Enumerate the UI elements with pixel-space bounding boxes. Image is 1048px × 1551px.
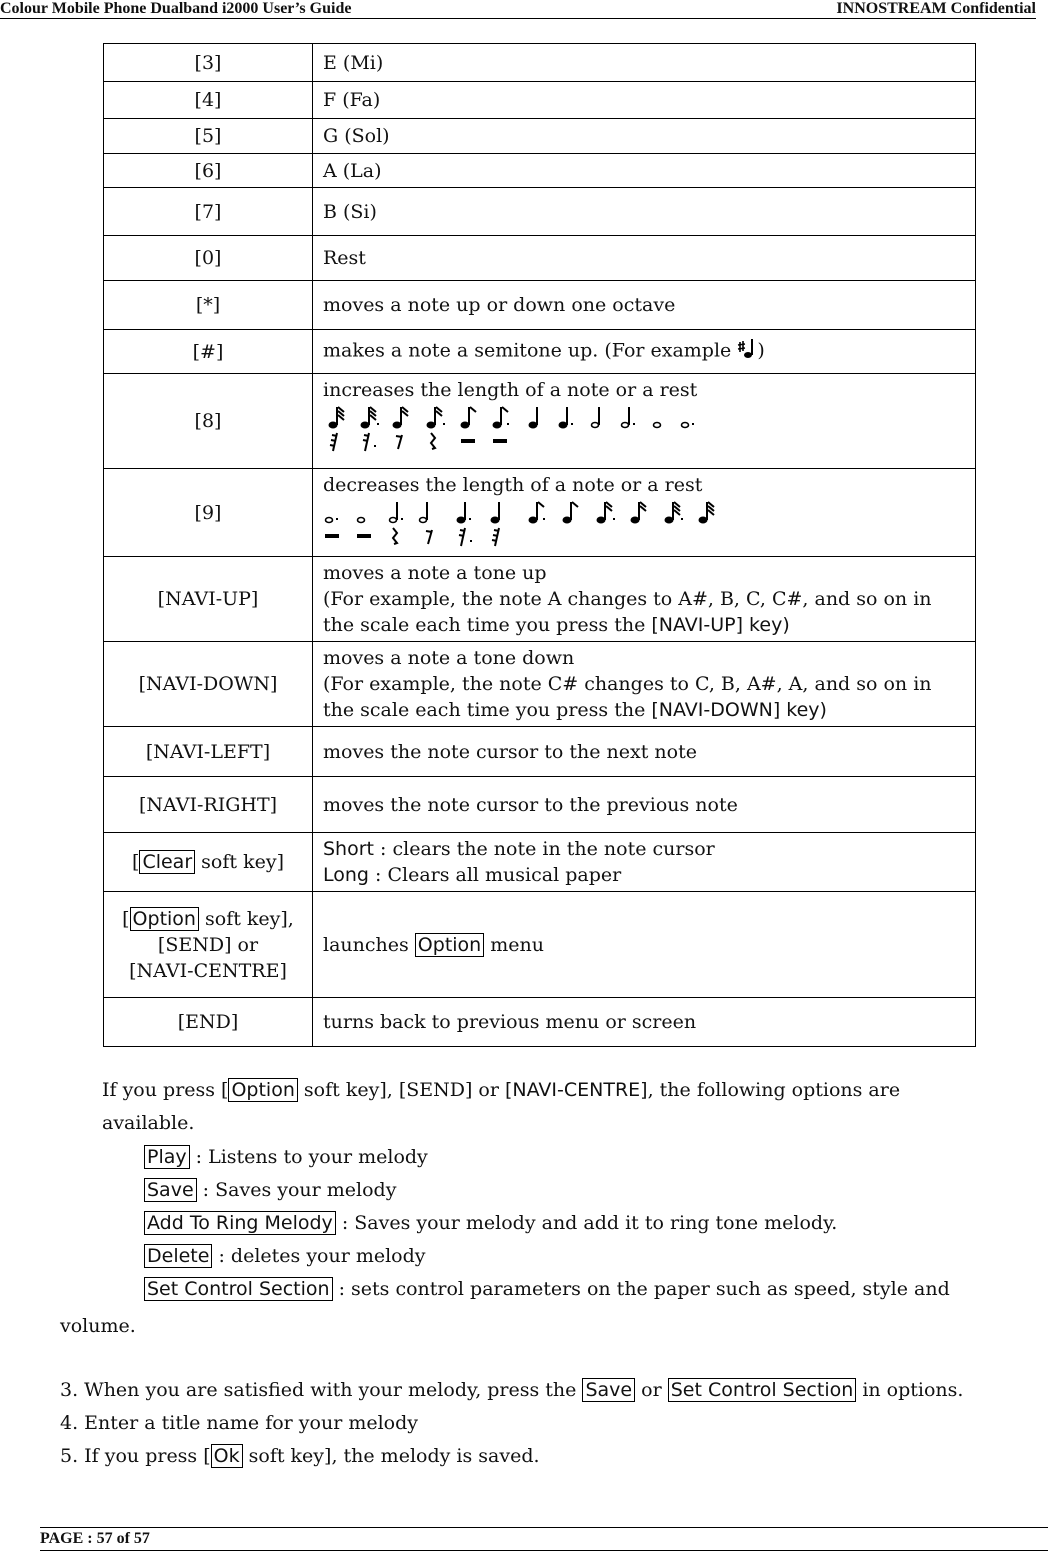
- key-suffix: soft key]: [195, 851, 284, 873]
- key-line: [NAVI-CENTRE]: [129, 959, 287, 982]
- option-text: : deletes your melody: [212, 1245, 426, 1267]
- list-item: [144, 1141, 1024, 1174]
- table-row: [104, 727, 976, 777]
- table-row: [104, 236, 976, 281]
- desc-line: [323, 612, 975, 638]
- desc-text: increases the length of a note or a rest: [323, 379, 698, 401]
- key-cell: [NAVI-LEFT]: [104, 727, 313, 777]
- option-add-ring-label: Add To Ring Melody: [144, 1211, 336, 1235]
- desc-cell: [313, 374, 976, 469]
- key-cell: [NAVI-UP]: [104, 557, 313, 642]
- desc-text-end: ): [757, 339, 765, 362]
- step-3: [60, 1374, 1040, 1407]
- desc-line: (For example, the note C# changes to C, B, A#, A, and so on in: [323, 673, 932, 695]
- key-cell: [104, 833, 313, 892]
- table-row: [104, 777, 976, 833]
- option-text: : Saves your melody and add it to ring tone melody.: [335, 1212, 838, 1234]
- intro-line: [102, 1074, 1002, 1107]
- option-save-label: Save: [144, 1178, 197, 1202]
- save-label: Save: [582, 1378, 635, 1402]
- desc-text: decreases the length of a note or a rest: [323, 474, 703, 496]
- table-row: [104, 374, 976, 469]
- long-label: Long: [323, 864, 369, 886]
- table-row: [104, 82, 976, 119]
- text: , the following options are: [647, 1079, 901, 1101]
- desc-cell: [313, 892, 976, 998]
- key-cell: [8]: [104, 374, 313, 469]
- desc-text: makes a note a semitone up. (For example: [323, 339, 738, 362]
- table-row: [104, 892, 976, 998]
- header-confidential: INNOSTREAM Confidential: [836, 0, 1036, 17]
- step-4: 4. Enter a title name for your melody: [60, 1412, 419, 1434]
- set-control-section-label: Set Control Section: [668, 1378, 857, 1402]
- option-play-label: Play: [144, 1145, 190, 1169]
- desc-cell: F (Fa): [313, 82, 976, 119]
- text: 3. When you are satisfied with your melody, press the: [60, 1379, 583, 1401]
- step-5: [60, 1440, 1040, 1473]
- text: 5. If you press [: [60, 1445, 211, 1467]
- desc-cell: A (La): [313, 154, 976, 188]
- table-row: [104, 119, 976, 154]
- option-text: : sets control parameters on the paper such as speed, style and: [332, 1278, 950, 1300]
- table-row: [104, 281, 976, 330]
- send-key-ref: [SEND]: [398, 1079, 473, 1101]
- desc-cell: G (Sol): [313, 119, 976, 154]
- key-cell: [7]: [104, 188, 313, 236]
- desc-line: moves a note a tone down: [323, 647, 575, 669]
- table-row: [104, 642, 976, 727]
- key-cell: [6]: [104, 154, 313, 188]
- table-row: [104, 833, 976, 892]
- ok-label: Ok: [211, 1444, 243, 1468]
- desc-line: [323, 836, 975, 862]
- navi-centre-ref: [NAVI-CENTRE]: [505, 1079, 648, 1101]
- key-bracket: [: [132, 851, 140, 873]
- note-duration-sequence-icon: [323, 405, 975, 453]
- key-cell: [END]: [104, 998, 313, 1047]
- intro-line: available.: [102, 1112, 195, 1134]
- steps: [60, 1374, 1040, 1473]
- list-item: [144, 1207, 1024, 1240]
- table-row: [104, 469, 976, 557]
- key-cell: [104, 892, 313, 998]
- desc-cell: [313, 469, 976, 557]
- key-line: [104, 906, 312, 932]
- key-line: [SEND] or: [157, 933, 259, 956]
- desc-cell: [313, 330, 976, 374]
- desc-cell: B (Si): [313, 188, 976, 236]
- desc-cell: moves a note up or down one octave: [313, 281, 976, 330]
- desc-text: the scale each time you press the: [323, 699, 652, 721]
- key-cell: [#]: [104, 330, 313, 374]
- option-text: : Saves your melody: [196, 1179, 397, 1201]
- desc-text: menu: [484, 933, 544, 956]
- table-row: [104, 998, 976, 1047]
- table-row: [104, 154, 976, 188]
- key-ref: [NAVI-DOWN] key): [651, 699, 827, 721]
- key-bracket: [: [122, 907, 130, 930]
- desc-cell: moves the note cursor to the previous note: [313, 777, 976, 833]
- option-delete-label: Delete: [144, 1244, 212, 1268]
- key-function-table: [103, 43, 976, 1047]
- list-item: [144, 1240, 1024, 1273]
- key-cell: [NAVI-DOWN]: [104, 642, 313, 727]
- desc-cell: [313, 557, 976, 642]
- option-label: Option: [228, 1078, 297, 1102]
- key-cell: [4]: [104, 82, 313, 119]
- short-label: Short: [323, 838, 374, 860]
- option-text: : Listens to your melody: [189, 1146, 428, 1168]
- option-key-label: Option: [130, 907, 199, 931]
- text: soft key],: [297, 1079, 399, 1101]
- key-cell: [NAVI-RIGHT]: [104, 777, 313, 833]
- options-list: [144, 1141, 1024, 1306]
- text: in options.: [856, 1379, 964, 1401]
- table-row: [104, 557, 976, 642]
- table-row: [104, 44, 976, 82]
- option-set-control-label: Set Control Section: [144, 1277, 333, 1301]
- text: If you press [: [102, 1079, 229, 1101]
- desc-cell: [313, 642, 976, 727]
- desc-cell: E (Mi): [313, 44, 976, 82]
- header-title: Colour Mobile Phone Dualband i2000 User’s Guide: [0, 0, 352, 17]
- options-intro: [102, 1074, 1002, 1140]
- desc-text: : Clears all musical paper: [368, 864, 622, 886]
- desc-text: : clears the note in the note cursor: [374, 838, 715, 860]
- key-ref: [NAVI-UP] key): [651, 614, 790, 636]
- desc-line: moves a note a tone up: [323, 562, 547, 584]
- page-number: PAGE : 57 of 57: [40, 1530, 150, 1547]
- key-cell: [0]: [104, 236, 313, 281]
- text: or: [635, 1379, 668, 1401]
- key-suffix: soft key],: [198, 907, 294, 930]
- desc-cell: Rest: [313, 236, 976, 281]
- sharp-note-icon: [737, 336, 757, 367]
- desc-cell: moves the note cursor to the next note: [313, 727, 976, 777]
- text: or: [472, 1079, 505, 1101]
- desc-cell: [313, 833, 976, 892]
- key-cell: [9]: [104, 469, 313, 557]
- page-header: [0, 0, 1036, 19]
- rest-duration-sequence-icon: [323, 500, 975, 548]
- desc-line: [323, 697, 975, 723]
- desc-text: launches: [323, 933, 415, 956]
- desc-cell: turns back to previous menu or screen: [313, 998, 976, 1047]
- desc-line: (For example, the note A changes to A#, B, C, C#, and so on in: [323, 588, 932, 610]
- list-item: [144, 1273, 1024, 1306]
- text: soft key], the melody is saved.: [242, 1445, 540, 1467]
- table-row: [104, 330, 976, 374]
- page-footer: [40, 1527, 1048, 1551]
- clear-key-label: Clear: [139, 850, 195, 874]
- desc-line: [323, 862, 975, 888]
- table-row: [104, 188, 976, 236]
- options-wrap: volume.: [60, 1315, 136, 1337]
- key-cell: [*]: [104, 281, 313, 330]
- key-cell: [5]: [104, 119, 313, 154]
- option-menu-label: Option: [415, 933, 484, 957]
- key-cell: [3]: [104, 44, 313, 82]
- desc-text: the scale each time you press the: [323, 614, 652, 636]
- list-item: [144, 1174, 1024, 1207]
